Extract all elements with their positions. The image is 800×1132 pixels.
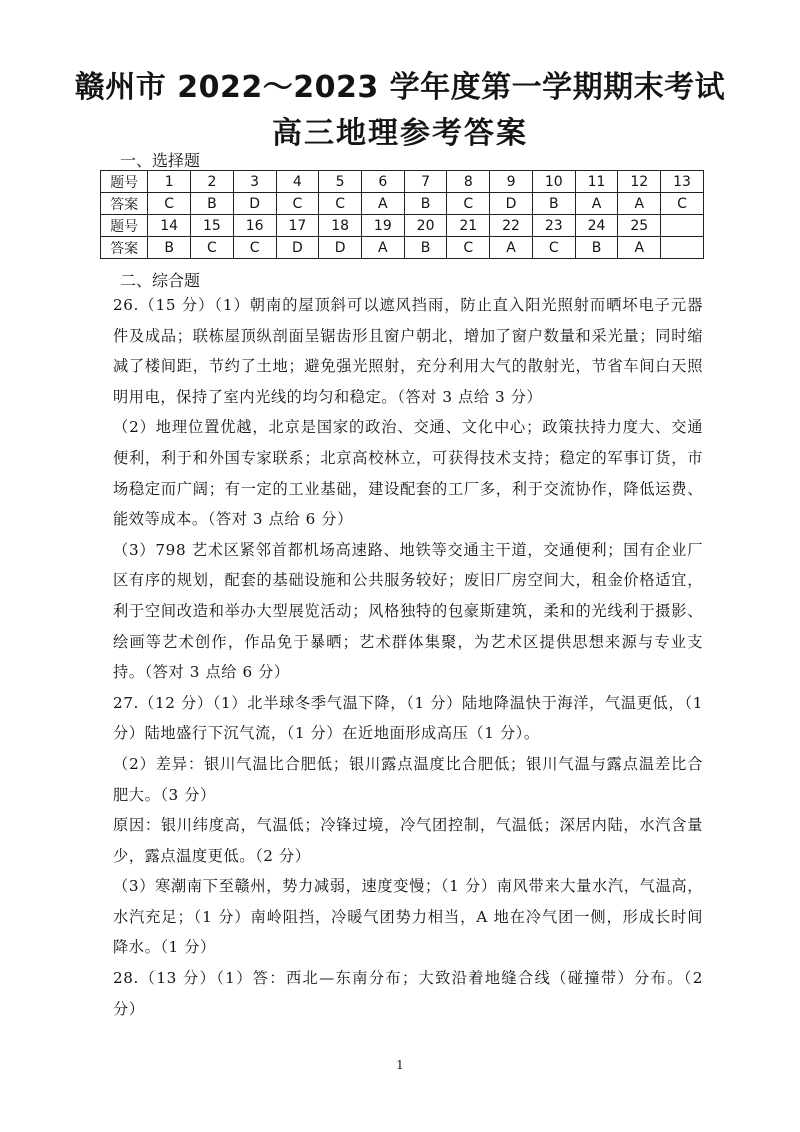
table-cell: 15 [191, 215, 234, 237]
table-cell: C [447, 237, 490, 259]
table-cell [661, 237, 704, 259]
table-cell: 18 [319, 215, 362, 237]
answer-paragraph: 28.（13 分）（1）答：西北—东南分布；大致沿着地缝合线（碰撞带）分布。（2 分） [113, 969, 703, 1018]
table-cell: B [404, 237, 447, 259]
table-cell: A [361, 193, 404, 215]
answer-paragraph: （2）差异：银川气温比合肥低；银川露点温度比合肥低；银川气温与露点温差比合肥大。（3 分） [113, 754, 703, 804]
table-row-numbers [101, 215, 704, 237]
table-cell: B [148, 237, 191, 259]
table-row-header: 题号 [101, 171, 148, 193]
table-cell: 12 [618, 171, 661, 193]
table-cell: B [191, 193, 234, 215]
table-cell: 20 [404, 215, 447, 237]
table-cell: 13 [661, 171, 704, 193]
table-cell: 11 [575, 171, 618, 193]
table-cell: C [233, 237, 276, 259]
table-cell: C [148, 193, 191, 215]
table-row-answers [101, 237, 704, 259]
exam-subtitle: 高三地理参考答案 [272, 116, 528, 151]
table-cell: A [490, 237, 533, 259]
table-cell: 2 [191, 171, 234, 193]
section-heading-choice: 一、选择题 [120, 151, 201, 170]
table-cell: A [575, 193, 618, 215]
table-cell: 3 [233, 171, 276, 193]
table-row-numbers [101, 171, 704, 193]
table-cell: 5 [319, 171, 362, 193]
table-cell: C [319, 193, 362, 215]
table-cell: 17 [276, 215, 319, 237]
table-row-header: 题号 [101, 215, 148, 237]
page-number: 1 [396, 1058, 404, 1072]
table-cell: B [532, 193, 575, 215]
answer-paragraph: （3）798 艺术区紧邻首都机场高速路、地铁等交通主干道，交通便利；国有企业厂区有序的规划，配套的基础设施和公共服务较好；废旧厂房空间大，租金价格适宜，利于空间改造和举办大型展览活动；风格独特的包豪斯建筑，柔和的光线利于摄影、绘画等艺术创作，作品免于暴晒；艺术群体集聚，为艺术区提供思想来源与专业支持。（答对 3 点给 6 分） [113, 540, 703, 682]
answer-body [113, 290, 703, 1024]
table-cell: C [447, 193, 490, 215]
table-cell: 22 [490, 215, 533, 237]
table-cell: 24 [575, 215, 618, 237]
table-cell: 1 [148, 171, 191, 193]
table-cell: B [404, 193, 447, 215]
exam-title: 赣州市 2022～2023 学年度第一学期期末考试 [74, 70, 726, 105]
table-cell: A [618, 193, 661, 215]
table-cell: D [276, 237, 319, 259]
answer-paragraph: （3）寒潮南下至赣州，势力减弱，速度变慢；（1 分）南风带来大量水汽，气温高，水汽充足；（1 分）南岭阻挡，冷暖气团势力相当，A 地在冷气团一侧，形成长时间降水。（1 分） [113, 877, 703, 957]
table-row-header: 答案 [101, 237, 148, 259]
table-cell: C [532, 237, 575, 259]
table-row-answers [101, 193, 704, 215]
table-cell: D [319, 237, 362, 259]
table-cell: 10 [532, 171, 575, 193]
answer-paragraph: 26.（15 分）（1）朝南的屋顶斜可以遮风挡雨，防止直入阳光照射而晒坏电子元器件及成品；联栋屋顶纵剖面呈锯齿形且窗户朝北，增加了窗户数量和采光量；同时缩减了楼间距，节约了土地；避免强光照射，充分利用大气的散射光，节省车间白天照明用电，保持了室内光线的均匀和稳定。（答对 3 点给 3 分） [113, 296, 703, 406]
answer-table [100, 170, 704, 259]
table-cell: 16 [233, 215, 276, 237]
table-cell: 8 [447, 171, 490, 193]
table-cell: C [191, 237, 234, 259]
table-cell: 6 [361, 171, 404, 193]
table-cell: 4 [276, 171, 319, 193]
table-cell: A [618, 237, 661, 259]
table-cell: 7 [404, 171, 447, 193]
table-cell: 14 [148, 215, 191, 237]
table-cell: 19 [361, 215, 404, 237]
answer-paragraph: 原因：银川纬度高，气温低；冷锋过境，冷气团控制，气温低；深居内陆，水汽含量少，露点温度更低。（2 分） [113, 816, 703, 865]
table-cell: D [233, 193, 276, 215]
table-cell: B [575, 237, 618, 259]
table-row-header: 答案 [101, 193, 148, 215]
table-cell [661, 215, 704, 237]
table-cell: D [490, 193, 533, 215]
table-cell: 9 [490, 171, 533, 193]
table-cell: 25 [618, 215, 661, 237]
table-cell: C [661, 193, 704, 215]
table-cell: A [361, 237, 404, 259]
answer-paragraph: 27.（12 分）（1）北半球冬季气温下降，（1 分）陆地降温快于海洋，气温更低，（1 分）陆地盛行下沉气流，（1 分）在近地面形成高压（1 分）。 [113, 693, 703, 743]
table-cell: C [276, 193, 319, 215]
table-cell: 23 [532, 215, 575, 237]
answer-paragraph: （2）地理位置优越，北京是国家的政治、交通、文化中心；政策扶持力度大、交通便利，利于和外国专家联系；北京高校林立，可获得技术支持；稳定的军事订货，市场稳定而广阔；有一定的工业基础，建设配套的工厂多，利于交流协作，降低运费、能效等成本。（答对 3 点给 6 分） [113, 418, 703, 529]
section-heading-comprehensive: 二、综合题 [120, 271, 201, 290]
table-cell: 21 [447, 215, 490, 237]
